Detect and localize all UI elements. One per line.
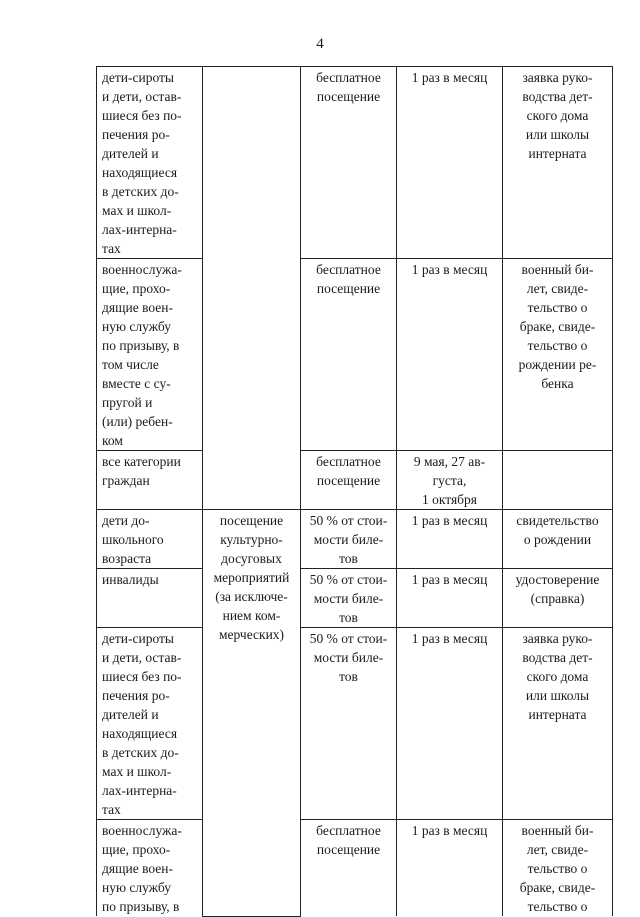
document-cell: заявка руко- водства дет- ского дома или школы интерната bbox=[503, 67, 613, 259]
category-cell: все категории граждан bbox=[97, 451, 203, 510]
document-cell bbox=[503, 451, 613, 510]
document-cell: военный би- лет, свиде- тельство о браке, свиде- тельство о bbox=[503, 820, 613, 917]
discount-cell: 50 % от стои- мости биле- тов bbox=[301, 628, 397, 820]
document-cell: заявка руко- водства дет- ского дома или школы интерната bbox=[503, 628, 613, 820]
table-row bbox=[97, 259, 613, 451]
table-row bbox=[97, 820, 613, 917]
frequency-cell: 1 раз в месяц bbox=[397, 510, 503, 569]
category-cell: дети-сироты и дети, остав- шиеся без по- печения ро- дителей и находящиеся в детских до- мах и школ- лах-интерна- тах bbox=[97, 67, 203, 259]
table-row bbox=[97, 510, 613, 569]
frequency-cell: 1 раз в месяц bbox=[397, 67, 503, 259]
benefits-table bbox=[96, 66, 613, 917]
discount-cell: бесплатное посещение bbox=[301, 67, 397, 259]
table-row bbox=[97, 67, 613, 259]
document-cell: военный би- лет, свиде- тельство о браке, свиде- тельство о рождении ре- бенка bbox=[503, 259, 613, 451]
table-row bbox=[97, 569, 613, 628]
table-row bbox=[97, 451, 613, 510]
document-cell: удостоверение (справка) bbox=[503, 569, 613, 628]
category-cell: военнослужа- щие, прохо- дящие воен- ную службу по призыву, в том числе вместе с су- пругой и (или) ребен- ком bbox=[97, 259, 203, 451]
activity-cell: посещение культурно- досуговых мероприятий (за исключе- нием ком- мерческих) bbox=[203, 510, 301, 917]
table-row bbox=[97, 628, 613, 820]
category-cell: военнослужа- щие, прохо- дящие воен- ную службу по призыву, в bbox=[97, 820, 203, 917]
discount-cell: бесплатное посещение bbox=[301, 451, 397, 510]
discount-cell: 50 % от стои- мости биле- тов bbox=[301, 510, 397, 569]
frequency-cell: 1 раз в месяц bbox=[397, 569, 503, 628]
frequency-cell: 1 раз в месяц bbox=[397, 259, 503, 451]
category-cell: инвалиды bbox=[97, 569, 203, 628]
discount-cell: 50 % от стои- мости биле- тов bbox=[301, 569, 397, 628]
category-cell: дети-сироты и дети, остав- шиеся без по- печения ро- дителей и находящиеся в детских до- мах и школ- лах-интерна- тах bbox=[97, 628, 203, 820]
frequency-cell: 9 мая, 27 ав- густа, 1 октября bbox=[397, 451, 503, 510]
discount-cell: бесплатное посещение bbox=[301, 820, 397, 917]
document-cell: свидетельство о рождении bbox=[503, 510, 613, 569]
frequency-cell: 1 раз в месяц bbox=[397, 820, 503, 917]
frequency-cell: 1 раз в месяц bbox=[397, 628, 503, 820]
discount-cell: бесплатное посещение bbox=[301, 259, 397, 451]
category-cell: дети до- школьного возраста bbox=[97, 510, 203, 569]
page-number: 4 bbox=[316, 36, 324, 52]
activity-cell bbox=[203, 67, 301, 510]
